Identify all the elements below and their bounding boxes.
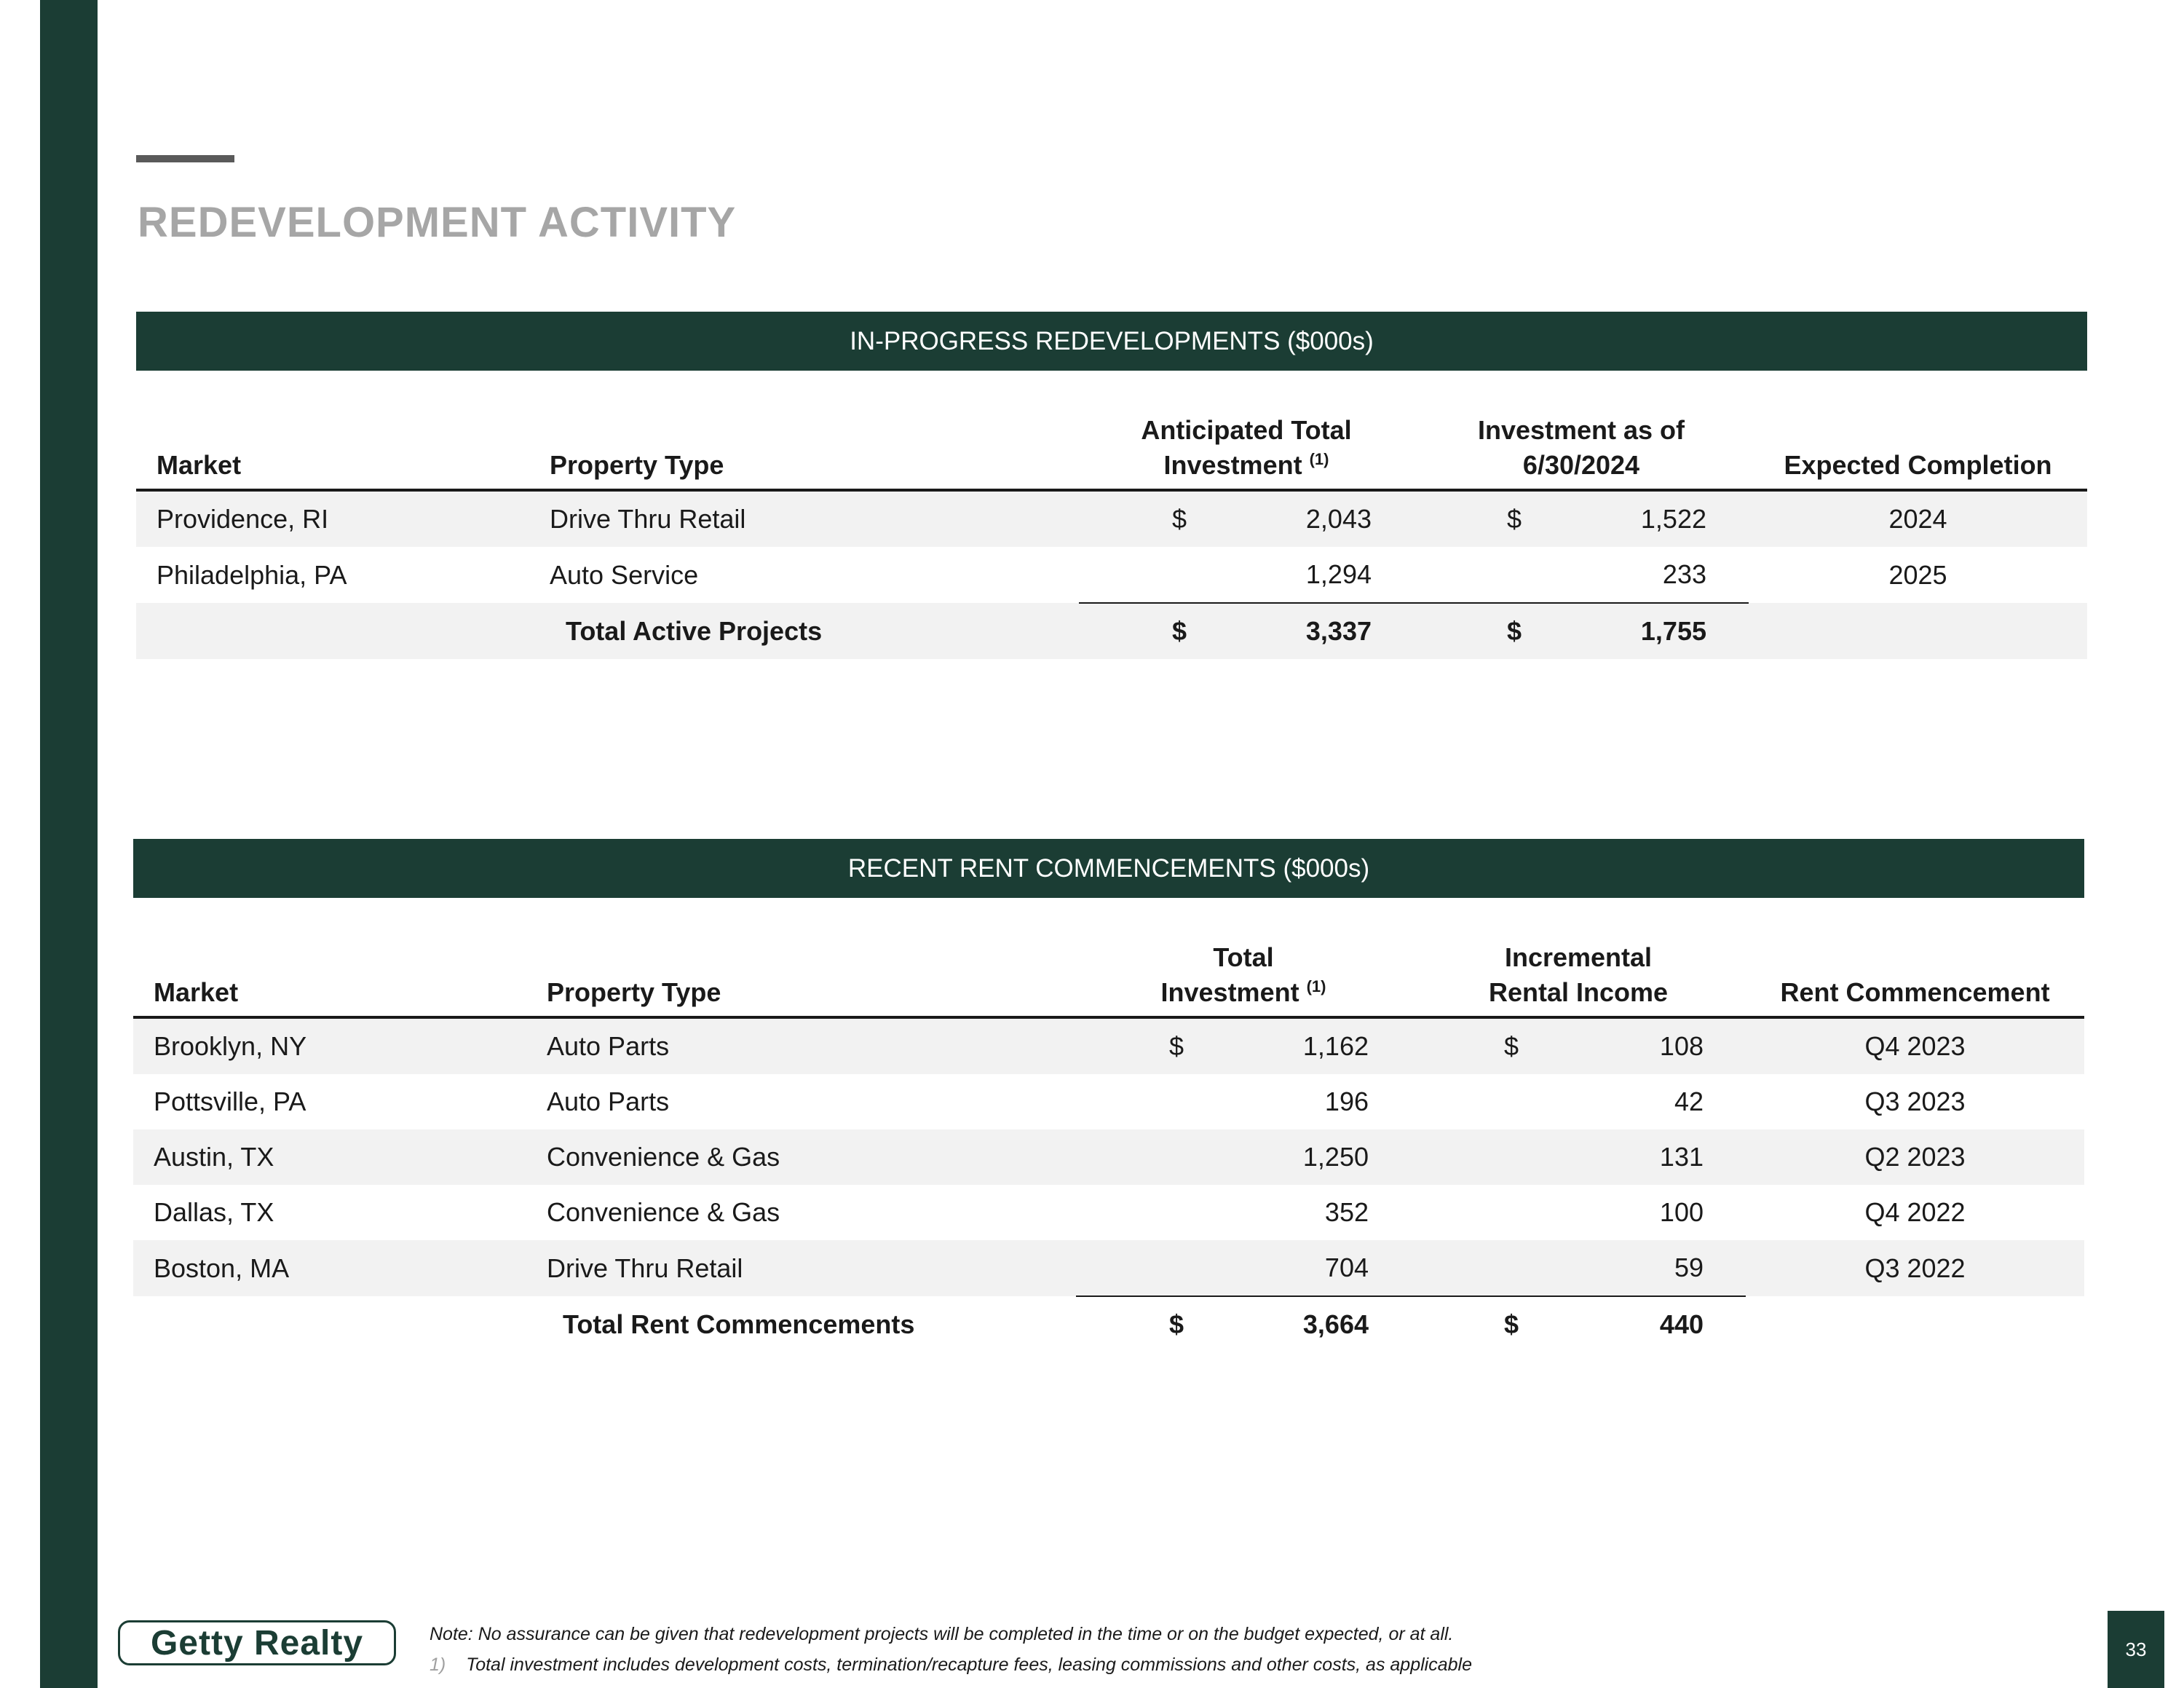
footnote: [430, 1655, 1472, 1676]
cell-property-type: Auto Parts: [526, 1017, 1076, 1074]
cell-market: Philadelphia, PA: [157, 559, 347, 590]
value: 3,664: [1302, 1309, 1369, 1339]
value: 352: [1324, 1197, 1369, 1227]
cell-market: Austin, TX: [133, 1129, 526, 1185]
cell-market: Pottsville, PA: [154, 1086, 306, 1116]
footnote-number: 1): [430, 1655, 446, 1675]
value: 108: [1659, 1031, 1704, 1061]
cell-commencement: Q3 2023: [1864, 1086, 1966, 1116]
total-label: Total Rent Commencements: [563, 1309, 915, 1339]
table-row: [133, 1129, 2084, 1185]
cell-market: Boston, MA: [133, 1240, 526, 1296]
value: 1,755: [1640, 616, 1706, 646]
value: 1,250: [1302, 1142, 1369, 1172]
rent-commencements-section: [133, 839, 2084, 1352]
col-total-investment: [1076, 940, 1411, 1017]
col-expected-completion: Expected Completion: [1749, 413, 2087, 490]
cell-commencement: Q4 2023: [1746, 1017, 2084, 1074]
cell-completion: 2025: [1888, 559, 1947, 590]
page-title: REDEVELOPMENT ACTIVITY: [138, 199, 737, 246]
currency-symbol: $: [1169, 1031, 1184, 1061]
col-investment-line2: 6/30/2024: [1522, 450, 1640, 480]
col-anticipated-investment: [1079, 413, 1414, 490]
currency-symbol: $: [1504, 1031, 1519, 1061]
cell-income: [1411, 1074, 1746, 1129]
disclaimer-note: Note: No assurance can be given that redevelopment projects will be completed in the time or on the budget expected, or at all.: [430, 1624, 1454, 1644]
cell-total: [1076, 1129, 1411, 1185]
cell-total: [1076, 1017, 1411, 1074]
col-property-type: Property Type: [529, 413, 1079, 490]
currency-symbol: $: [1172, 504, 1187, 534]
cell-investment: [1414, 547, 1749, 603]
col-anticipated-line1: Anticipated Total: [1141, 415, 1352, 445]
currency-symbol: $: [1169, 1309, 1184, 1339]
rent-commencements-table: [133, 898, 2084, 1352]
footnote-marker: (1): [1306, 977, 1326, 995]
value: 704: [1324, 1253, 1369, 1282]
cell-property-type: Drive Thru Retail: [529, 490, 1079, 547]
total-row: [136, 603, 2087, 659]
cell-total: [1076, 1185, 1411, 1240]
col-market: Market: [133, 940, 526, 1017]
value: 42: [1674, 1086, 1704, 1116]
cell-market: Brooklyn, NY: [133, 1017, 526, 1074]
cell-income: [1411, 1185, 1746, 1240]
total-row: [133, 1296, 2084, 1352]
table-row: [133, 1017, 2084, 1074]
cell-investment: [1414, 490, 1749, 547]
col-anticipated-line2: Investment: [1163, 450, 1302, 480]
col-income-line1: Incremental: [1504, 942, 1653, 972]
cell-property-type: Convenience & Gas: [547, 1197, 780, 1227]
title-accent-rule: [136, 155, 234, 162]
table-row: [136, 490, 2087, 547]
cell-completion: 2024: [1749, 490, 2087, 547]
cell-commencement: Q2 2023: [1746, 1129, 2084, 1185]
in-progress-section: [136, 312, 2087, 659]
cell-commencement: Q3 2022: [1746, 1240, 2084, 1296]
table-row: [133, 1240, 2084, 1296]
value: 196: [1324, 1086, 1369, 1116]
cell-income: [1411, 1129, 1746, 1185]
currency-symbol: $: [1507, 616, 1522, 646]
in-progress-table: [136, 371, 2087, 659]
col-market: Market: [136, 413, 529, 490]
in-progress-header: IN-PROGRESS REDEVELOPMENTS ($000s): [136, 312, 2087, 371]
table-row: [133, 1185, 2084, 1240]
table-row: [136, 547, 2087, 603]
value: 1,162: [1302, 1031, 1369, 1061]
col-incremental-income: [1411, 940, 1746, 1017]
value: 2,043: [1305, 504, 1372, 534]
total-investment: [1076, 1296, 1411, 1352]
cell-income: [1411, 1017, 1746, 1074]
col-total-line1: Total: [1213, 942, 1274, 972]
cell-property-type: Auto Parts: [547, 1086, 670, 1116]
cell-market: Providence, RI: [136, 490, 529, 547]
footnote-marker: (1): [1309, 450, 1329, 468]
cell-market: Dallas, TX: [154, 1197, 274, 1227]
cell-property-type: Auto Service: [550, 559, 699, 590]
col-income-line2: Rental Income: [1488, 977, 1669, 1007]
value: 1,522: [1640, 504, 1706, 534]
value: 100: [1659, 1197, 1704, 1227]
total-income: [1411, 1296, 1746, 1352]
value: 3,337: [1305, 616, 1372, 646]
rent-commencements-header: RECENT RENT COMMENCEMENTS ($000s): [133, 839, 2084, 898]
total-label: Total Active Projects: [529, 603, 1079, 659]
cell-anticipated: [1079, 547, 1414, 603]
cell-property-type: Drive Thru Retail: [526, 1240, 1076, 1296]
cell-commencement: Q4 2022: [1864, 1197, 1966, 1227]
col-investment-line1: Investment as of: [1477, 415, 1685, 445]
col-rent-commencement: Rent Commencement: [1746, 940, 2084, 1017]
cell-anticipated: [1079, 490, 1414, 547]
cell-income: [1411, 1240, 1746, 1296]
total-anticipated: [1079, 603, 1414, 659]
currency-symbol: $: [1507, 504, 1522, 534]
table-row: [133, 1074, 2084, 1129]
value: 131: [1659, 1142, 1704, 1172]
col-total-line2: Investment: [1160, 977, 1299, 1007]
getty-realty-logo: Getty Realty: [118, 1620, 396, 1665]
cell-total: [1076, 1240, 1411, 1296]
value: 1,294: [1305, 559, 1372, 589]
currency-symbol: $: [1504, 1309, 1519, 1339]
left-sidebar-bar: [40, 0, 98, 1688]
currency-symbol: $: [1172, 616, 1187, 646]
col-investment-as-of: [1414, 413, 1749, 490]
value: 233: [1662, 559, 1706, 589]
value: 440: [1659, 1309, 1704, 1339]
col-property-type: Property Type: [526, 940, 1076, 1017]
cell-property-type: Convenience & Gas: [526, 1129, 1076, 1185]
footnote-text: Total investment includes development costs, termination/recapture fees, leasing commissions and other costs, as applicable: [466, 1655, 1472, 1675]
cell-total: [1076, 1074, 1411, 1129]
value: 59: [1674, 1253, 1704, 1282]
total-investment: [1414, 603, 1749, 659]
page-number: 33: [2108, 1611, 2164, 1688]
